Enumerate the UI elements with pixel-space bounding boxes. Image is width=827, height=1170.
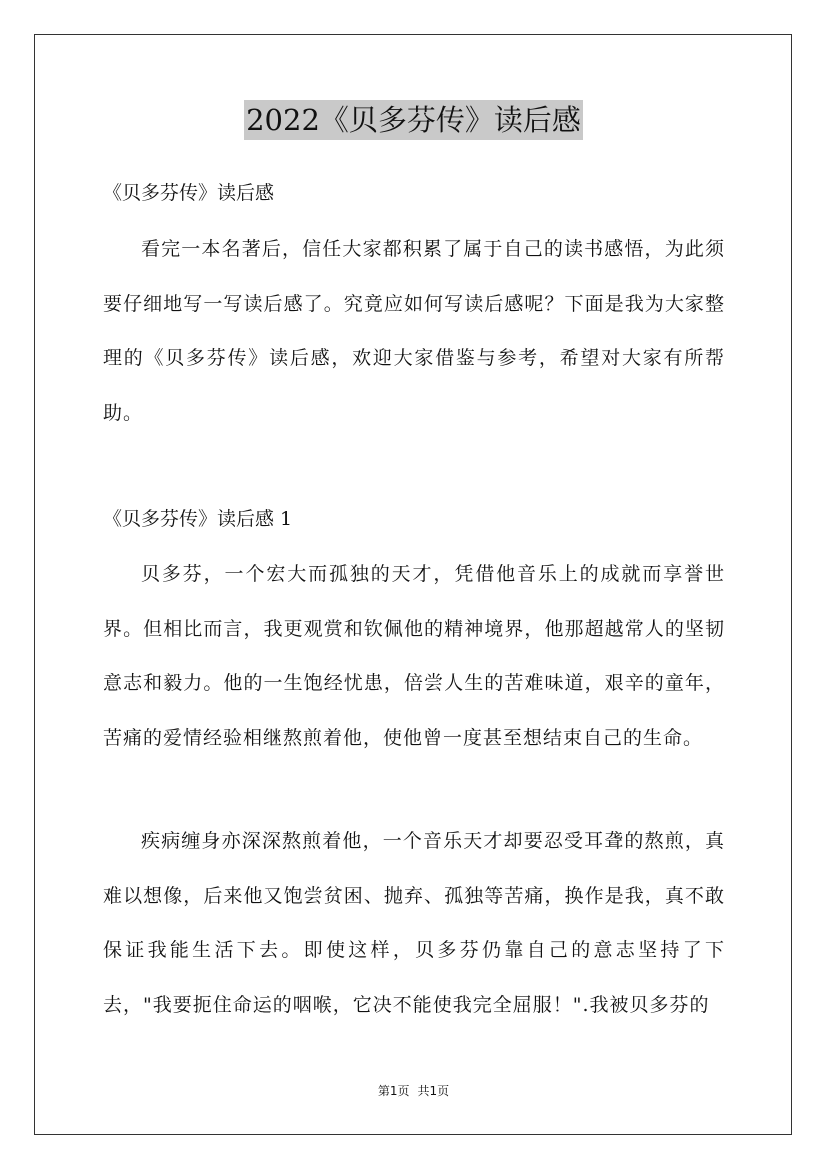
page-total: 共1页: [417, 1084, 450, 1098]
title-container: [0, 100, 827, 140]
body-paragraph-1: 贝多芬，一个宏大而孤独的天才，凭借他音乐上的成就而享誉世界。但相比而言，我更观赏和钦佩他的精神境界，他那超越常人的坚韧意志和毅力。他的一生饱经忧患，倍尝人生的苦难味道，艰辛的童年，苦痛的爱情经验相继熬煎着他，使他曾一度甚至想结束自己的生命。: [103, 563, 725, 749]
section-heading-intro: 《贝多芬传》读后感: [103, 182, 275, 204]
body-paragraph-2: 疾病缠身亦深深熬煎着他，一个音乐天才却要忍受耳聋的熬煎，真难以想像，后来他又饱尝贫困、抛弃、孤独等苦痛，换作是我，真不敢保证我能生活下去。即使这样，贝多芬仍靠自己的意志坚持了下去，"我要扼住命运的咽喉，它决不能使我完全屈服！".我被贝多芬的: [103, 830, 725, 1016]
page-footer: [0, 1082, 827, 1100]
document-title: 2022《贝多芬传》读后感: [244, 100, 583, 140]
intro-paragraph: 看完一本名著后，信任大家都积累了属于自己的读书感悟，为此须要仔细地写一写读后感了。究竟应如何写读后感呢？下面是我为大家整理的《贝多芬传》读后感，欢迎大家借鉴与参考，希望对大家有所帮助。: [103, 238, 725, 424]
section-heading-1: 《贝多芬传》读后感 1: [103, 508, 293, 530]
page-number: 第1页: [377, 1084, 410, 1098]
